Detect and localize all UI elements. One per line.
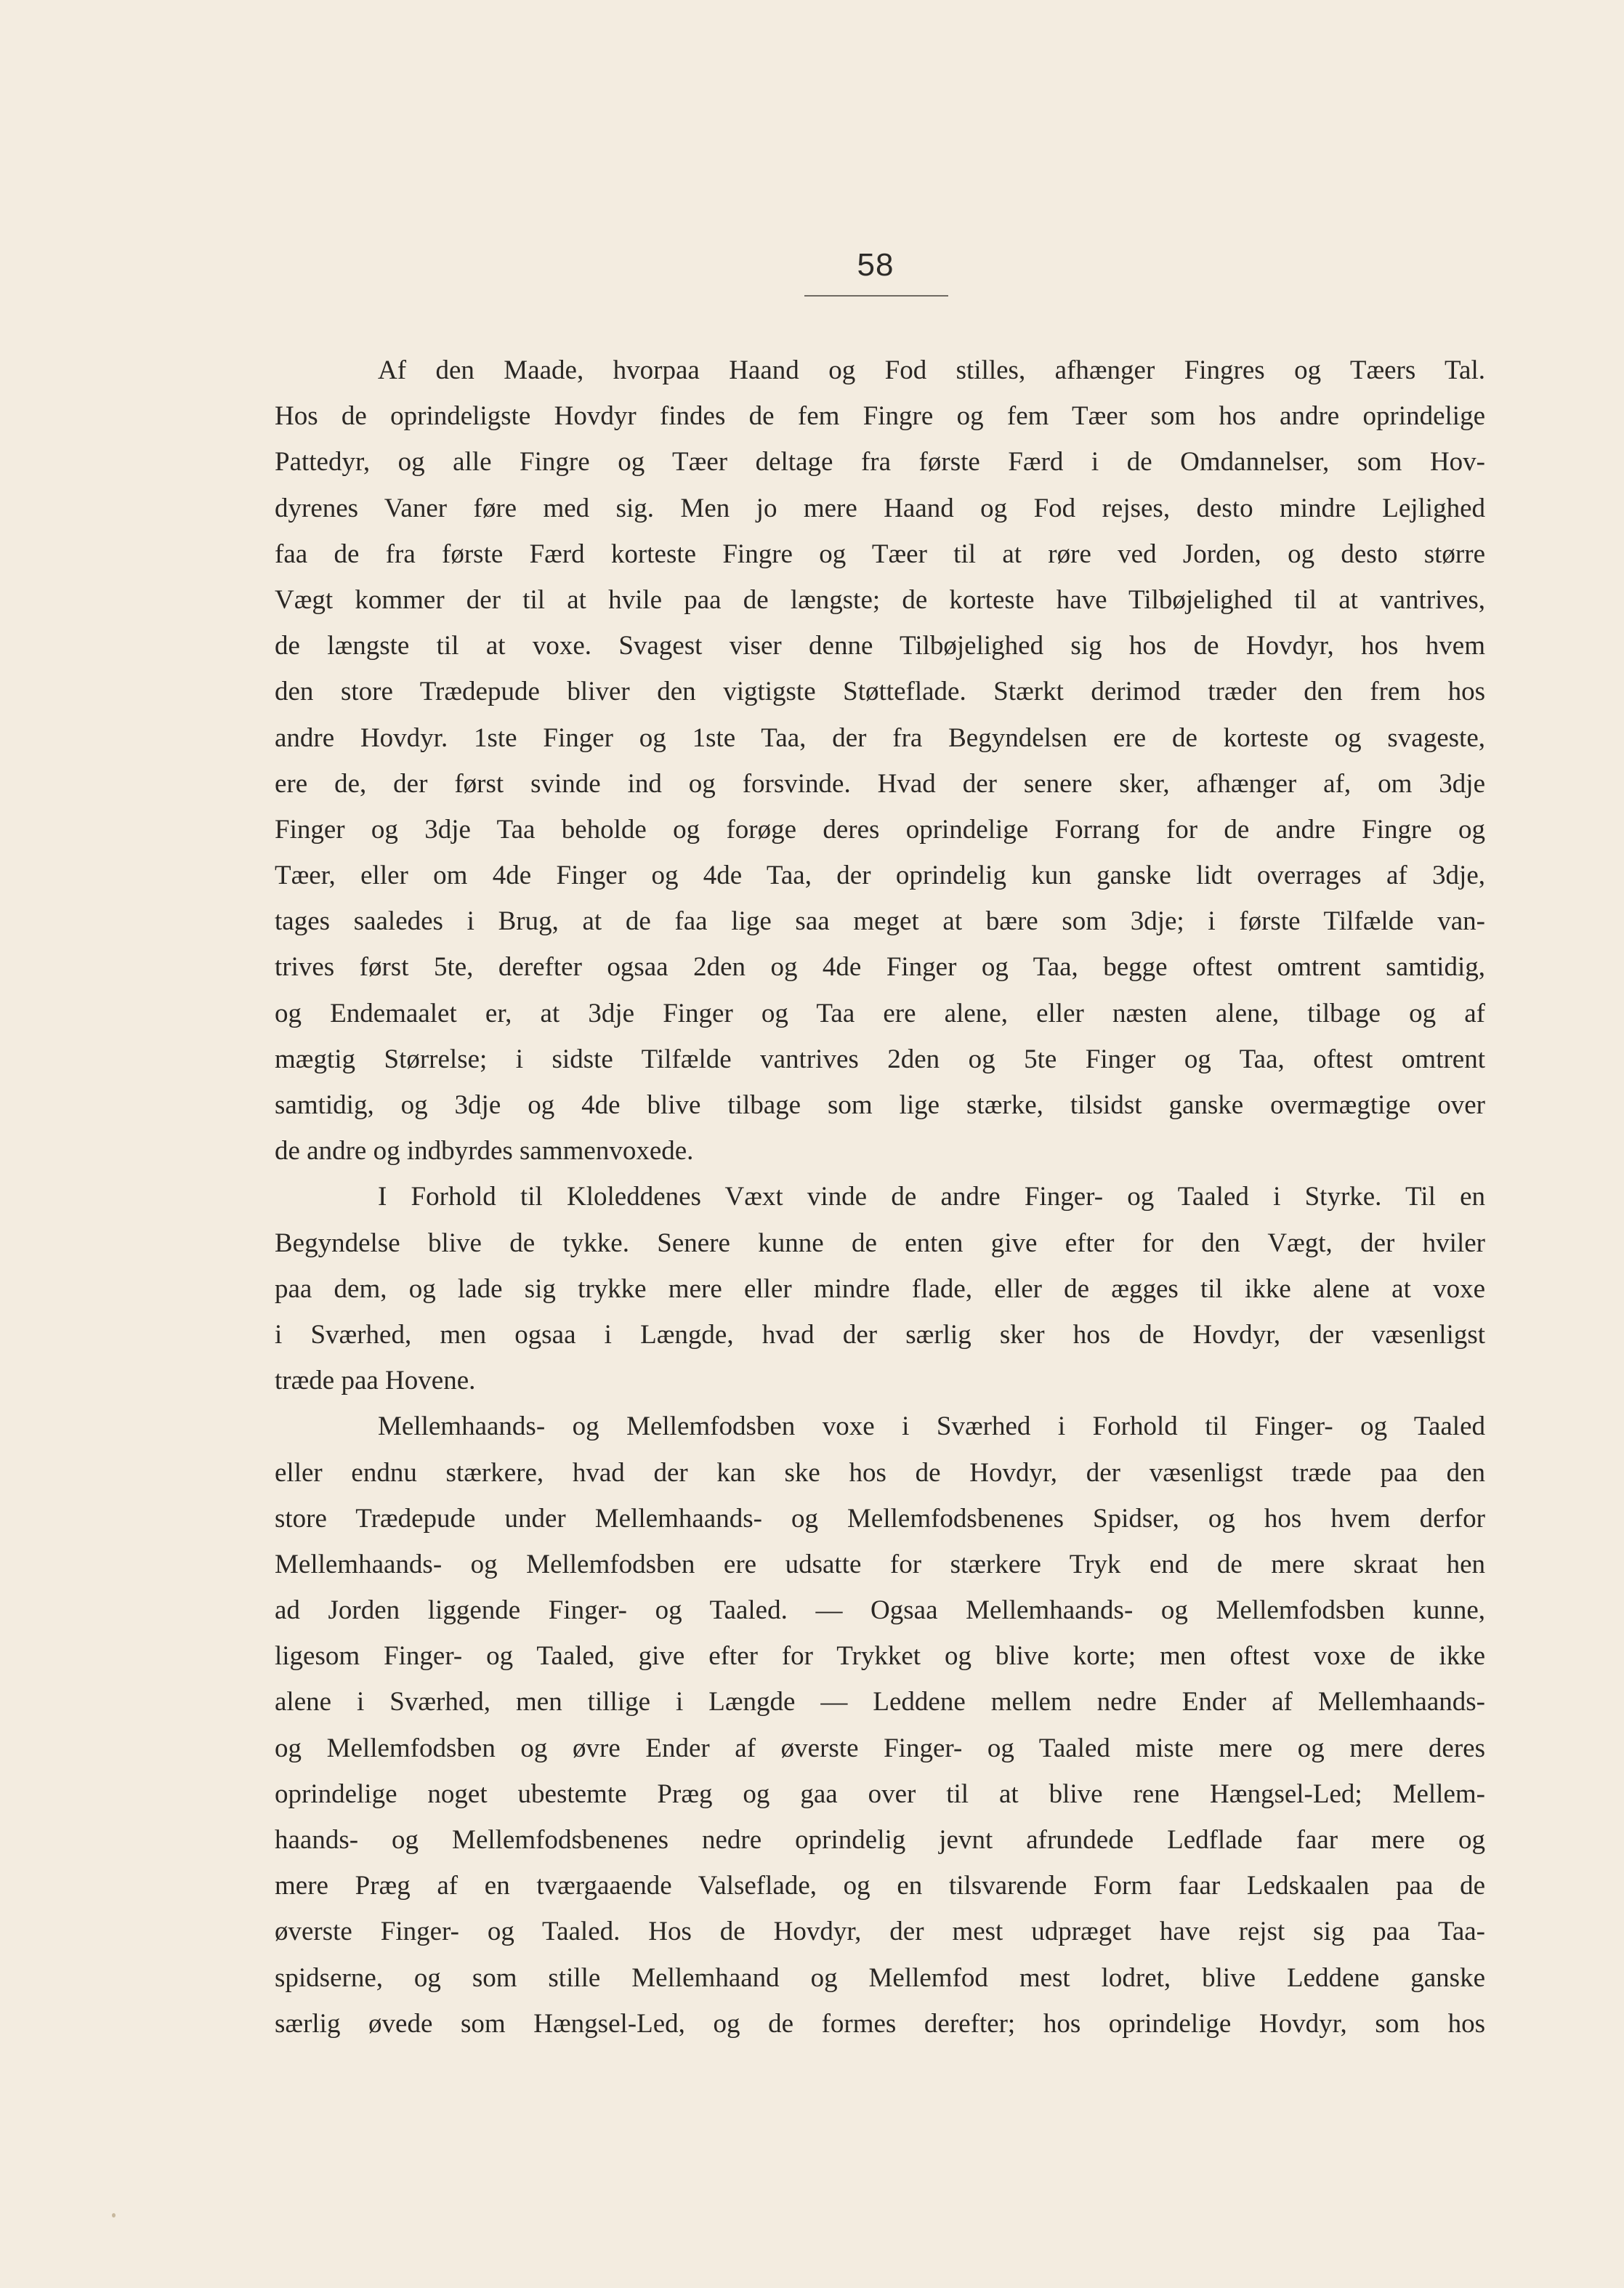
paper-speck (112, 2213, 116, 2217)
text-line: I Forhold til Kloleddenes Væxt vinde de andre Finger- og Taaled i Styrke. Til en (378, 1182, 1485, 1212)
text-line: øverste Finger- og Taaled. Hos de Hovdyr, der mest udpræget have rejst sig paa Taa- (275, 1917, 1485, 1947)
text-line: Finger og 3dje Taa beholde og forøge deres oprindelige Forrang for de andre Fingre og (275, 814, 1485, 845)
text-line: andre Hovdyr. 1ste Finger og 1ste Taa, der fra Begyndelsen ere de korteste og svageste, (275, 722, 1485, 753)
text-line: træde paa Hovene. (275, 1366, 476, 1396)
page-number: 58 (857, 247, 894, 283)
text-line: Begyndelse blive de tykke. Senere kunne de enten give efter for den Vægt, der hviler (275, 1228, 1485, 1258)
text-line: og Mellemfodsben og øvre Ender af øverste Finger- og Taaled miste mere og mere deres (275, 1733, 1485, 1763)
text-line: paa dem, og lade sig trykke mere eller mindre flade, eller de ægges til ikke alene at voxe (275, 1273, 1485, 1304)
text-line: mægtig Størrelse; i sidste Tilfælde vantrives 2den og 5te Finger og Taa, oftest omtrent (275, 1044, 1485, 1074)
text-line: haands- og Mellemfodsbenenes nedre oprindelig jevnt afrundede Ledflade faar mere og (275, 1825, 1485, 1855)
text-line: Af den Maade, hvorpaa Haand og Fod stilles, afhænger Fingres og Tæers Tal. (378, 355, 1485, 385)
text-line: eller endnu stærkere, hvad der kan ske hos de Hovdyr, der væsenligst træde paa den (275, 1457, 1485, 1488)
text-line: oprindelige noget ubestemte Præg og gaa over til at blive rene Hængsel-Led; Mellem- (275, 1779, 1485, 1809)
text-line: samtidig, og 3dje og 4de blive tilbage som lige stærke, tilsidst ganske overmægtige over (275, 1090, 1485, 1120)
text-line: de længste til at voxe. Svagest viser denne Tilbøjelighed sig hos de Hovdyr, hos hvem (275, 631, 1485, 661)
text-line: spidserne, og som stille Mellemhaand og Mellemfod mest lodret, blive Leddene ganske (275, 1962, 1485, 1993)
text-line: særlig øvede som Hængsel-Led, og de formes derefter; hos oprindelige Hovdyr, som hos (275, 2008, 1485, 2039)
text-line: den store Trædepude bliver den vigtigste Støtteflade. Stærkt derimod træder den frem hos (275, 677, 1485, 707)
text-line: Pattedyr, og alle Fingre og Tæer deltage fra første Færd i de Omdannelser, som Hov- (275, 447, 1485, 478)
text-line: trives først 5te, derefter ogsaa 2den og 4de Finger og Taa, begge oftest omtrent samtidig, (275, 952, 1485, 983)
text-line: dyrenes Vaner føre med sig. Men jo mere Haand og Fod rejses, desto mindre Lejlighed (275, 493, 1485, 523)
text-line: store Trædepude under Mellemhaands- og Mellemfodsbenenes Spidser, og hos hvem derfor (275, 1503, 1485, 1534)
text-line: alene i Sværhed, men tillige i Længde — Leddene mellem nedre Ender af Mellemhaands- (275, 1687, 1485, 1717)
page-number-rule (804, 295, 948, 297)
text-line: Mellemhaands- og Mellemfodsben ere udsatte for stærkere Tryk end de mere skraat hen (275, 1549, 1485, 1579)
text-line: Vægt kommer der til at hvile paa de længste; de korteste have Tilbøjelighed til at vantrives, (275, 584, 1485, 615)
text-line: tages saaledes i Brug, at de faa lige saa meget at bære som 3dje; i første Tilfælde van- (275, 906, 1485, 937)
text-line: ere de, der først svinde ind og forsvinde. Hvad der senere sker, afhænger af, om 3dje (275, 768, 1485, 799)
text-line: ad Jorden liggende Finger- og Taaled. — Ogsaa Mellemhaands- og Mellemfodsben kunne, (275, 1595, 1485, 1626)
text-line: i Sværhed, men ogsaa i Længde, hvad der særlig sker hos de Hovdyr, der væsenligst (275, 1319, 1485, 1350)
text-line: og Endemaalet er, at 3dje Finger og Taa ere alene, eller næsten alene, tilbage og af (275, 998, 1485, 1028)
text-line: mere Præg af en tværgaaende Valseflade, og en tilsvarende Form faar Ledskaalen paa de (275, 1871, 1485, 1901)
text-line: Tæer, eller om 4de Finger og 4de Taa, der oprindelig kun ganske lidt overrages af 3dje, (275, 861, 1485, 891)
body-text (275, 347, 1485, 2047)
text-line: Hos de oprindeligste Hovdyr findes de fem Fingre og fem Tæer som hos andre oprindelige (275, 401, 1485, 432)
text-line: faa de fra første Færd korteste Fingre og Tæer til at røre ved Jorden, og desto større (275, 539, 1485, 569)
text-line: ligesom Finger- og Taaled, give efter for Trykket og blive korte; men oftest voxe de ikke (275, 1641, 1485, 1672)
text-line: de andre og indbyrdes sammenvoxede. (275, 1136, 694, 1167)
text-line: Mellemhaands- og Mellemfodsben voxe i Sværhed i Forhold til Finger- og Taaled (378, 1411, 1485, 1442)
